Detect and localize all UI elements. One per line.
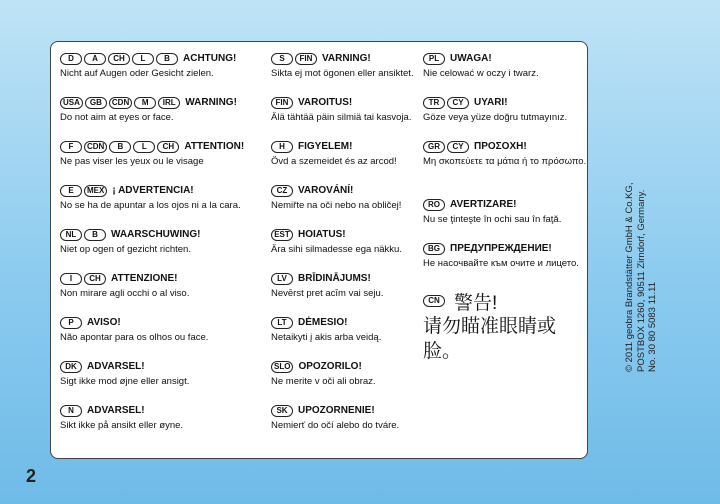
warning-title: OPOZORILO! (298, 361, 362, 372)
warning-title: DĖMESIO! (298, 317, 348, 328)
country-code-badge: CH (108, 53, 130, 65)
warning-block (60, 184, 270, 212)
warning-title: ATTENZIONE! (111, 273, 178, 284)
warning-block (60, 360, 270, 388)
warning-title: UYARI! (474, 97, 508, 108)
country-code-badge: CN (423, 295, 445, 307)
country-code-badge: GR (423, 141, 445, 153)
country-code-badge: LT (271, 317, 293, 329)
warning-text: Nevērst pret acīm vai seju. (271, 288, 384, 299)
warning-block (423, 96, 587, 124)
country-code-badge: FIN (271, 97, 293, 109)
warning-block (423, 198, 587, 226)
colophon (624, 122, 659, 372)
warning-title: 警告! (454, 292, 498, 314)
warning-title: UWAGA! (450, 53, 492, 64)
warning-block (60, 404, 270, 432)
warning-block (60, 316, 270, 344)
warning-block (271, 52, 426, 80)
country-code-badge: DK (60, 361, 82, 373)
warning-text: Non mirare agli occhi o al viso. (60, 288, 190, 299)
country-code-badge: FIN (295, 53, 317, 65)
warning-panel (50, 41, 588, 459)
warning-header (60, 96, 270, 109)
warning-text: No se ha de apuntar a los ojos ni a la cara. (60, 200, 241, 211)
country-code-badge: A (84, 53, 106, 65)
colophon-line: © 2011 geobra Brandstätter GmbH & Co.KG, (624, 182, 635, 372)
warning-title: ACHTUNG! (183, 53, 237, 64)
warning-header (423, 290, 587, 312)
warning-header (423, 140, 587, 153)
warning-block (60, 228, 270, 256)
warning-text: 请勿瞄准眼睛或脸。 (423, 316, 557, 362)
colophon-line: No. 30 80 5083 11.11 (647, 282, 658, 372)
warning-header (60, 316, 270, 329)
country-code-badge: CDN (109, 97, 132, 109)
warning-header (423, 198, 587, 211)
warning-title: AVISO! (87, 317, 121, 328)
warning-header (271, 316, 426, 329)
country-code-badge: M (134, 97, 156, 109)
country-code-badge: CY (447, 141, 469, 153)
warning-title: VAROVÁNÍ! (298, 185, 354, 196)
warning-header (271, 272, 426, 285)
warning-block (60, 96, 270, 124)
warning-text: Niet op ogen of gezicht richten. (60, 244, 191, 255)
country-code-badge: B (84, 229, 106, 241)
country-code-badge: F (60, 141, 82, 153)
warning-header (271, 184, 426, 197)
warning-title: HOIATUS! (298, 229, 346, 240)
country-code-badge: EST (271, 229, 293, 241)
warning-text: Göze veya yüze doğru tutmayınız. (423, 112, 568, 123)
warning-text: Nu se ţinteşte în ochi sau în faţă. (423, 214, 562, 225)
country-code-badge: CZ (271, 185, 293, 197)
warning-title: UPOZORNENIE! (298, 405, 375, 416)
warning-text: Não apontar para os olhos ou face. (60, 332, 209, 343)
warning-header (423, 242, 587, 255)
warning-block (271, 316, 426, 344)
warning-text: Μη σκοπεύετε τα μάτια ή το πρόσωπο. (423, 156, 587, 167)
country-code-badge: E (60, 185, 82, 197)
warning-header (271, 96, 426, 109)
warning-text: Не насочвайте към очите и лицето. (423, 258, 579, 269)
warning-title: ADVARSEL! (87, 361, 145, 372)
warning-text: Sikt ikke på ansikt eller øyne. (60, 420, 184, 431)
warning-header (423, 52, 587, 65)
warning-title: FIGYELEM! (298, 141, 353, 152)
warning-block (271, 360, 426, 388)
country-code-badge: SLO (271, 361, 293, 373)
country-code-badge: L (133, 141, 155, 153)
warning-title: WAARSCHUWING! (111, 229, 201, 240)
warning-header (423, 96, 587, 109)
country-code-badge: D (60, 53, 82, 65)
country-code-badge: MEX (84, 185, 107, 197)
country-code-badge: USA (60, 97, 83, 109)
warning-block (271, 228, 426, 256)
warning-text: Sikta ej mot ögonen eller ansiktet. (271, 68, 414, 79)
warning-title: ПРЕДУПРЕЖДЕНИЕ! (450, 243, 552, 254)
warning-title: VAROITUS! (298, 97, 353, 108)
country-code-badge: TR (423, 97, 445, 109)
warning-text: Nicht auf Augen oder Gesicht zielen. (60, 68, 214, 79)
warning-block (60, 52, 270, 80)
country-code-badge: CH (84, 273, 106, 285)
warning-text: Nemierť do očí alebo do tváre. (271, 420, 400, 431)
warning-block (423, 140, 587, 168)
warning-text: Sigt ikke mod øjne eller ansigt. (60, 376, 190, 387)
country-code-badge: CH (157, 141, 179, 153)
colophon-line: POSTBOX 1260, 90511 Zirndorf, Germany. (635, 189, 647, 372)
page-number: 2 (26, 466, 37, 486)
warning-text: Nemiřte na oči nebo na obličej! (271, 200, 402, 211)
warning-header (60, 228, 270, 241)
warning-text: Älä tähtää päin silmiä tai kasvoja. (271, 112, 412, 123)
country-code-badge: CY (447, 97, 469, 109)
warning-text: Ne merite v oči ali obraz. (271, 376, 376, 387)
warning-header (271, 228, 426, 241)
warning-block (423, 242, 587, 270)
country-code-badge: L (132, 53, 154, 65)
country-code-badge: PL (423, 53, 445, 65)
country-code-badge: I (60, 273, 82, 285)
country-code-badge: CDN (84, 141, 107, 153)
warning-header (60, 52, 270, 65)
country-code-badge: H (271, 141, 293, 153)
warning-block (271, 404, 426, 432)
country-code-badge: S (271, 53, 293, 65)
warning-header (60, 272, 270, 285)
country-code-badge: LV (271, 273, 293, 285)
warning-header (271, 52, 426, 65)
warning-title: BRĪDINĀJUMS! (298, 273, 371, 284)
country-code-badge: N (60, 405, 82, 417)
warning-title: AVERTIZARE! (450, 199, 517, 210)
warning-block (423, 52, 587, 80)
country-code-badge: P (60, 317, 82, 329)
country-code-badge: BG (423, 243, 445, 255)
warning-title: ATTENTION! (184, 141, 245, 152)
country-code-badge: B (156, 53, 178, 65)
warning-block (271, 184, 426, 212)
warning-title: VARNING! (322, 53, 371, 64)
warning-text: Do not aim at eyes or face. (60, 112, 174, 123)
warning-text: Ära sihi silmadesse ega näkku. (271, 244, 402, 255)
country-code-badge: NL (60, 229, 82, 241)
warning-text: Övd a szemeidet és az arcod! (271, 156, 397, 167)
country-code-badge: SK (271, 405, 293, 417)
warning-title: ADVARSEL! (87, 405, 145, 416)
warning-header (60, 140, 270, 153)
warning-block (271, 96, 426, 124)
country-code-badge: RO (423, 199, 445, 211)
country-code-badge: IRL (158, 97, 180, 109)
warning-header (271, 360, 426, 373)
warning-header (60, 360, 270, 373)
warning-title: WARNING! (185, 97, 237, 108)
warning-text: Ne pas viser les yeux ou le visage (60, 156, 204, 167)
warning-title: ΠΡΟΣΟΧΗ! (474, 141, 527, 152)
warning-header (271, 404, 426, 417)
warning-header (271, 140, 426, 153)
country-code-badge: GB (85, 97, 107, 109)
warning-block (271, 140, 426, 168)
warning-text: Netaikyti į akis arba veidą. (271, 332, 382, 343)
warning-header (60, 404, 270, 417)
warning-block (423, 290, 587, 364)
warning-block (60, 140, 270, 168)
warning-title: ¡ ADVERTENCIA! (112, 185, 194, 196)
warning-block (271, 272, 426, 300)
warning-block (60, 272, 270, 300)
warning-header (60, 184, 270, 197)
warning-text: Nie celować w oczy i twarz. (423, 68, 539, 79)
country-code-badge: B (109, 141, 131, 153)
